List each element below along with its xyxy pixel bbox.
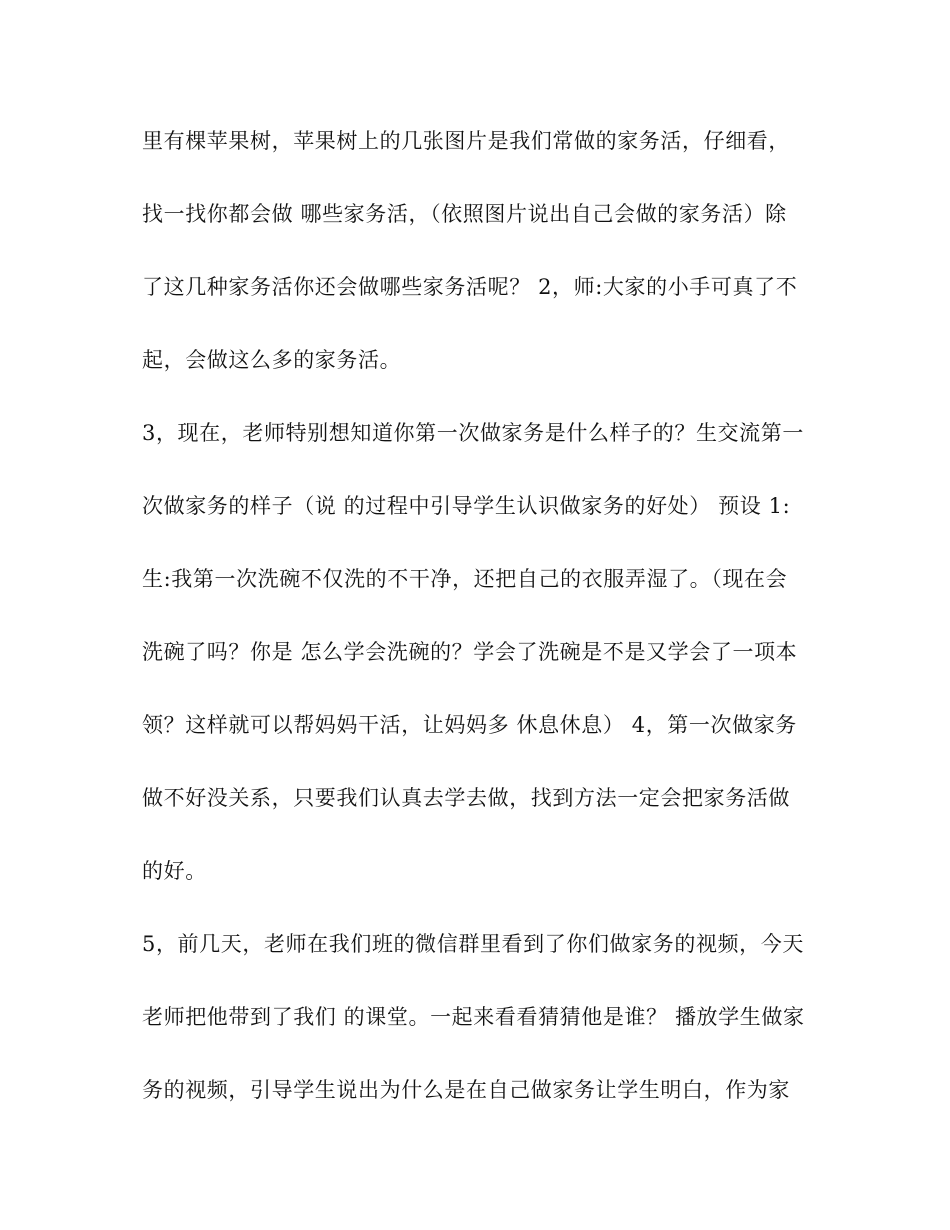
text-line: 领？这样就可以帮妈妈干活，让妈妈多 休息休息） 4，第一次做家务 [142,713,797,737]
text-line: 里有棵苹果树，苹果树上的几张图片是我们常做的家务活，仔细看， [142,129,790,153]
text-line: 起，会做这么多的家务活。 [142,348,402,372]
text-line: 5，前几天，老师在我们班的微信群里看到了你们做家务的视频，今天 [142,932,804,956]
text-line: 3，现在，老师特别想知道你第一次做家务是什么样子的？生交流第一 [142,421,804,445]
text-line: 务的视频，引导学生说出为什么是在自己做家务让学生明白，作为家 [142,1078,790,1102]
text-line: 做不好没关系，只要我们认真去学去做，找到方法一定会把家务活做 [142,786,790,810]
text-line: 次做家务的样子（说 的过程中引导学生认识做家务的好处） 预设 1: [142,494,791,518]
text-line: 洗碗了吗？你是 怎么学会洗碗的？学会了洗碗是不是又学会了一项本 [142,640,798,664]
text-line: 找一找你都会做 哪些家务活，（依照图片说出自己会做的家务活）除 [142,202,787,226]
text-line: 老师把他带到了我们 的课堂。一起来看看猜猜他是谁？ 播放学生做家 [142,1005,805,1029]
text-line: 生:我第一次洗碗不仅洗的不干净，还把自己的衣服弄湿了。（现在会 [142,567,788,591]
text-line: 的好。 [142,859,207,883]
text-line: 了这几种家务活你还会做哪些家务活呢？ 2，师:大家的小手可真了不 [142,275,798,299]
